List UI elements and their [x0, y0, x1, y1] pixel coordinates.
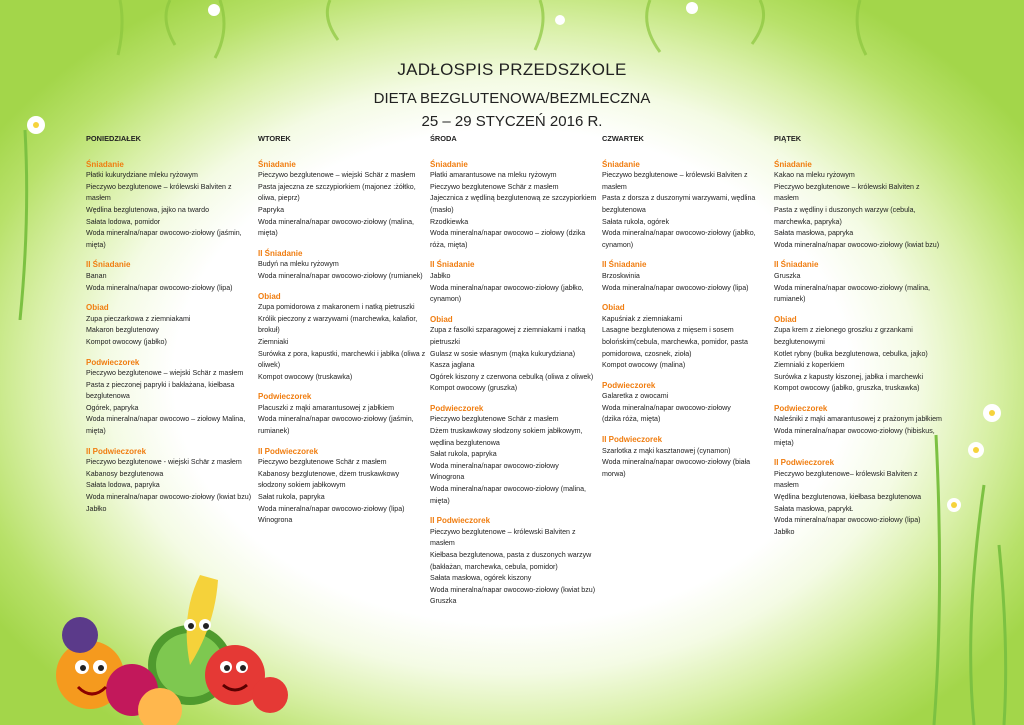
day-column-wednesday	[430, 133, 598, 608]
meal-heading: Obiad	[774, 314, 797, 324]
menu-item: Kompot owocowy (jabłko)	[86, 337, 167, 346]
menu-item: Jabłko	[86, 504, 107, 513]
menu-item: Pieczywo bezglutenowe Schär z masłem	[430, 182, 559, 191]
day-name: PIĄTEK	[774, 134, 802, 143]
menu-item: Gruszka	[430, 597, 457, 606]
meal-heading: Obiad	[430, 314, 453, 324]
meal-heading: II Podwieczorek	[430, 516, 491, 526]
menu-item: Lasagne bezglutenowa z mięsem i sosem bolońskim(cebula, marchewka, pomidor, pasta pomidorowa, czosnek, zioła)	[602, 326, 748, 358]
menu-item: Woda mineralna/napar owocowo-ziołowy (lipa)	[602, 283, 749, 292]
menu-item: Ogórek kiszony z czerwona cebulką (oliwa z oliwek)	[430, 372, 594, 381]
menu-item: Winogrona	[430, 473, 465, 482]
menu-item: Wędlina bezglutenowa, kiełbasa bezglutenowa	[774, 493, 922, 502]
menu-item: Sałata rukola, ogórek	[602, 217, 670, 226]
menu-item: Ogórek, papryka	[86, 403, 139, 412]
meal-heading: Obiad	[602, 303, 625, 313]
menu-item: Pieczywo bezglutenowe – królewski Balviten z masłem	[774, 182, 920, 203]
date-range: 25 – 29 STYCZEŃ 2016 R.	[421, 113, 603, 130]
menu-item: Pieczywo bezglutenowe Schär z masłem	[258, 458, 387, 467]
menu-item: Woda mineralna/napar owocowo-ziołowy (rumianek)	[258, 271, 423, 280]
menu-item: Zupa pieczarkowa z ziemniakami	[86, 314, 191, 323]
menu-item: Jabłko	[774, 527, 795, 536]
menu-item: Rzodkiewka	[430, 217, 469, 226]
page-title: JADŁOSPIS PRZEDSZKOLE	[397, 60, 627, 79]
menu-item: Płatki amarantusowe na mleku ryżowym	[430, 171, 557, 180]
meal-heading: Obiad	[258, 291, 281, 301]
meal-heading: II Podwieczorek	[774, 458, 835, 468]
menu-item: Woda mineralna/napar owocowo-ziołowy (lipa)	[86, 283, 233, 292]
menu-item: Woda mineralna/napar owocowo-ziołowy (kwiat bzu)	[430, 585, 596, 594]
menu-item: Sałata lodowa, papryka	[86, 481, 160, 490]
menu-item: Papryka	[258, 205, 285, 214]
menu-item: Sałata masłowa, ogórek kiszony	[430, 574, 532, 583]
menu-item: Sałata lodowa, pomidor	[86, 217, 161, 226]
menu-item: Kompot owocowy (malina)	[602, 361, 686, 370]
menu-item: Woda mineralna/napar owocowo – ziołowy Malina, mięta)	[86, 415, 246, 436]
flower-decoration-left	[0, 100, 60, 320]
meal-heading: II Śniadanie	[86, 260, 131, 270]
menu-item: Pieczywo bezglutenowe – królewski Balviten z masłem	[602, 171, 748, 191]
menu-item: Dżem truskawkowy słodzony sokiem jabłkowym, wędlina bezglutenowa	[430, 427, 583, 447]
meal-heading: Podwieczorek	[602, 380, 656, 390]
menu-item: Zupa krem z zielonego groszku z grzankami bezglutenowymi	[774, 326, 913, 346]
day-column-monday	[86, 133, 254, 515]
menu-item: Pasta z dorsza z duszonymi warzywami, wędlina bezglutenowa	[602, 194, 756, 214]
menu-item: (dzika róża, mięta)	[602, 415, 661, 424]
menu-item: Kiełbasa bezglutenowa, pasta z duszonych warzyw (bakłażan, marchewka, cebula, pomidor)	[430, 551, 592, 571]
menu-item: Pieczywo bezglutenowe – królewski Balviten z masłem	[430, 527, 576, 548]
meal-heading: Śniadanie	[430, 159, 468, 169]
day-name: ŚRODA	[430, 134, 457, 143]
meal-heading: Śniadanie	[602, 159, 640, 169]
menu-item: Kapuśniak z ziemniakami	[602, 314, 683, 323]
menu-item: Sałata masłowa, paprykŁ	[774, 504, 854, 513]
menu-item: Woda mineralna/napar owocowo-ziołowy (jaśmin, mięta)	[86, 229, 242, 249]
menu-item: Woda mineralna/napar owocowo-ziołowy (malina, rumianek)	[774, 283, 931, 304]
menu-item: Surówka z pora, kapustki, marchewki i jabłka (oliwa z oliwek)	[258, 349, 426, 370]
menu-item: Woda mineralna/napar owocowo-ziołowy	[430, 461, 559, 470]
day-column-friday	[774, 133, 942, 538]
menu-item: Sałat rukola, papryka	[430, 450, 497, 459]
meal-heading: Śniadanie	[86, 159, 124, 169]
meal-heading: Podwieczorek	[258, 392, 312, 402]
meal-heading: II Podwieczorek	[86, 446, 147, 456]
day-name: CZWARTEK	[602, 134, 644, 143]
meal-heading: II Śniadanie	[774, 260, 819, 270]
menu-item: Kotlet rybny (bułka bezglutenowa, cebulka, jajko)	[774, 349, 928, 358]
menu-item: Kompot owocowy (jabłko, gruszka, truskawka)	[774, 384, 920, 393]
day-name: WTOREK	[258, 134, 291, 143]
menu-item: Woda mineralna/napar owocowo-ziołowy (kwiat bzu)	[774, 240, 940, 249]
meal-heading: II Podwieczorek	[602, 435, 663, 445]
menu-item: Jajecznica z wędliną bezglutenową ze szczypiorkiem (masło)	[430, 194, 597, 214]
day-name: PONIEDZIAŁEK	[86, 134, 142, 143]
menu-item: Pasta z pieczonej papryki i bakłażana, kiełbasa bezglutenowa	[86, 380, 235, 401]
menu-item: Woda mineralna/napar owocowo-ziołowy (jabłko, cynamon)	[602, 229, 756, 249]
menu-item: Woda mineralna/napar owocowo – ziołowy (dzika róża, mięta)	[430, 229, 586, 249]
menu-item: Szarlotka z mąki kasztanowej (cynamon)	[602, 446, 731, 455]
meal-heading: II Podwieczorek	[258, 446, 319, 456]
menu-item: Wędlina bezglutenowa, jajko na twardo	[86, 205, 210, 214]
menu-item: Naleśniki z mąki amarantusowej z prażonym jabłkiem	[774, 415, 942, 424]
day-column-thursday	[602, 133, 770, 480]
meal-heading: Podwieczorek	[774, 403, 828, 413]
grass-decoration-top	[0, 0, 1024, 60]
menu-item: Woda mineralna/napar owocowo-ziołowy (lipa)	[258, 504, 405, 513]
diet-subtitle: DIETA BEZGLUTENOWA/BEZMLECZNA	[373, 90, 651, 107]
menu-item: Woda mineralna/napar owocowo-ziołowy	[602, 403, 731, 412]
meal-heading: II Śniadanie	[430, 260, 475, 270]
menu-item: Woda mineralna/napar owocowo-ziołowy (malina, mięta)	[430, 485, 587, 505]
meal-heading: Podwieczorek	[430, 403, 484, 413]
menu-item: Budyń na mleku ryżowym	[258, 260, 339, 269]
meal-heading: II Śniadanie	[258, 248, 303, 258]
menu-item: Ziemniaki	[258, 337, 289, 346]
day-column-tuesday	[258, 133, 426, 527]
menu-item: Sałat rukola, papryka	[258, 493, 325, 502]
menu-item: Pasta z wędliny i duszonych warzyw (cebula, marchewka, papryka)	[774, 205, 916, 226]
menu-item: Pieczywo bezglutenowe – wiejski Schär z masłem	[258, 171, 416, 180]
meal-heading: Śniadanie	[258, 159, 296, 169]
menu-item: Woda mineralna/napar owocowo-ziołowy (lipa)	[774, 516, 921, 525]
menu-item: Surówka z kapusty kiszonej, jabłka i marchewki	[774, 372, 924, 381]
menu-item: Kasza jaglana	[430, 361, 475, 370]
menu-item: Kompot owocowy (gruszka)	[430, 384, 518, 393]
menu-item: Pieczywo bezglutenowe Schär z masłem	[430, 415, 559, 424]
menu-item: Kabanosy bezglutenowa	[86, 469, 164, 478]
menu-item: Makaron bezglutenowy	[86, 326, 159, 335]
menu-item: Kakao na mleku ryżowym	[774, 171, 855, 180]
menu-item: Woda mineralna/napar owocowo-ziołowy (kwiat bzu)	[86, 493, 252, 502]
menu-item: Zupa z fasolki szparagowej z ziemniakami i natką pietruszki	[430, 326, 586, 346]
menu-item: Brzoskwinia	[602, 271, 640, 280]
menu-item: Gulasz w sosie własnym (mąka kukurydziana)	[430, 349, 576, 358]
meal-heading: Obiad	[86, 303, 109, 313]
menu-item: Królik pieczony z warzywami (marchewka, kalafior, brokuł)	[258, 314, 418, 335]
menu-item: Płatki kukurydziane mleku ryżowym	[86, 171, 198, 180]
meal-heading: Śniadanie	[774, 159, 812, 169]
menu-item: Gruszka	[774, 271, 801, 280]
fruit-characters-illustration	[40, 555, 300, 725]
menu-item: Jabłko	[430, 271, 451, 280]
menu-item: Woda mineralna/napar owocowo-ziołowy (malina, mięta)	[258, 217, 415, 238]
menu-item: Zupa pomidorowa z makaronem i natką pietruszki	[258, 303, 415, 312]
menu-item: Ziemniaki z koperkiem	[774, 361, 845, 370]
menu-item: Woda mineralna/napar owocowo-ziołowy (hibiskus, mięta)	[774, 427, 935, 447]
menu-item: Woda mineralna/napar owocowo-ziołowy (jaśmin, rumianek)	[258, 415, 414, 436]
menu-item: Kabanosy bezglutenowe, dżem truskawkowy słodzony sokiem jabłkowym	[258, 469, 400, 490]
menu-item: Pieczywo bezglutenowe – wiejski Schär z masłem	[86, 369, 244, 378]
meal-heading: Podwieczorek	[86, 357, 140, 367]
menu-item: Winogrona	[258, 516, 293, 525]
menu-item: Woda mineralna/napar owocowo-ziołowy (biała morwa)	[602, 458, 751, 478]
menu-item: Galaretka z owocami	[602, 392, 669, 401]
menu-item: Pieczywo bezglutenowe – królewski Balviten z masłem	[86, 182, 232, 203]
menu-item: Woda mineralna/napar owocowo-ziołowy (jabłko, cynamon)	[430, 283, 584, 304]
menu-item: Banan	[86, 271, 107, 280]
menu-item: Placuszki z mąki amarantusowej z jabłkiem	[258, 403, 395, 412]
menu-item: Sałata masłowa, papryka	[774, 229, 854, 238]
menu-item: Pasta jajeczna ze szczypiorkiem (majonez :żółtko, oliwa, pieprz)	[258, 182, 416, 203]
menu-item: Kompot owocowy (truskawka)	[258, 372, 353, 381]
menu-item: Pieczywo bezglutenowe - wiejski Schär z masłem	[86, 458, 242, 467]
meal-heading: II Śniadanie	[602, 260, 647, 270]
menu-item: Pieczywo bezglutenowe– królewski Balviten z masłem	[774, 469, 918, 490]
